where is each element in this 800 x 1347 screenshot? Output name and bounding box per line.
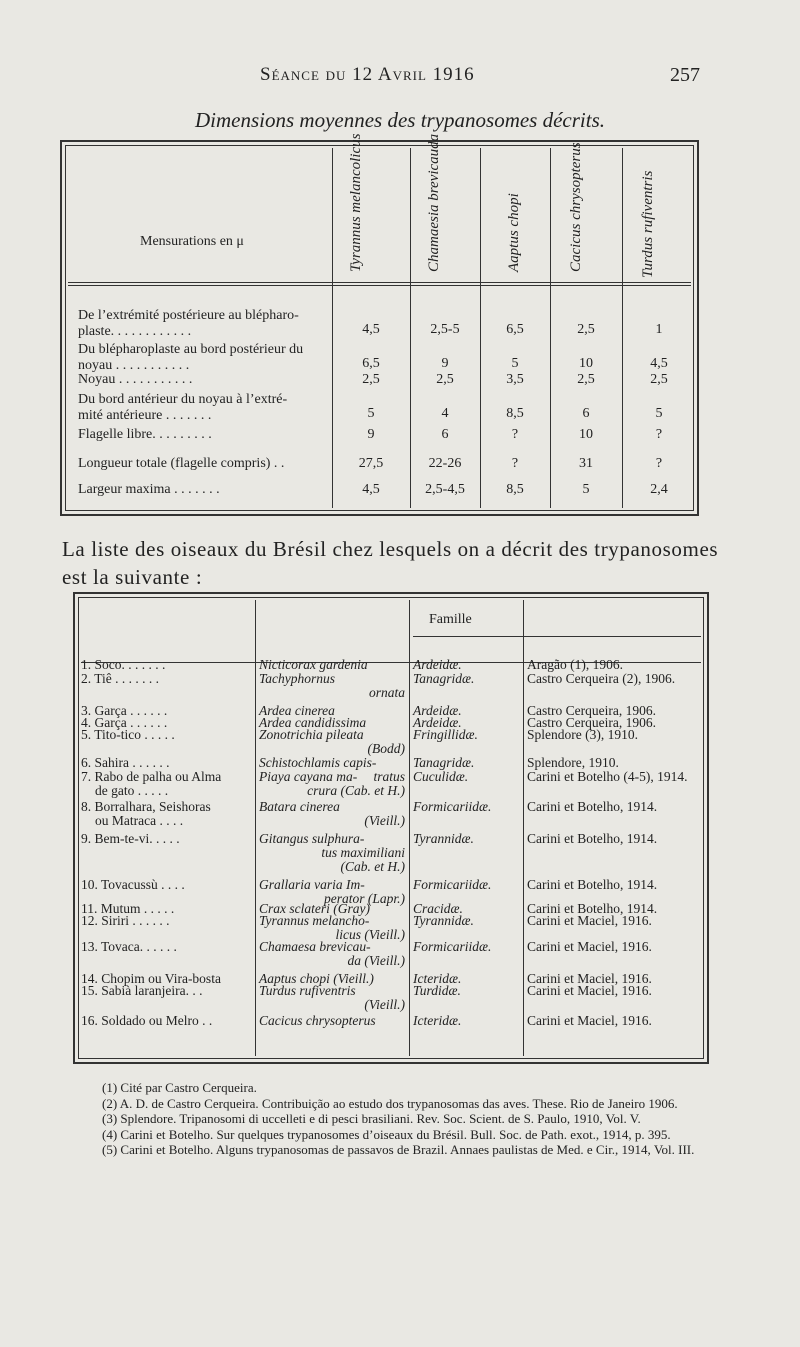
footnote: (3) Splendore. Tripanosomi di uccelleti e di pesci brasiliani. Rev. Soc. Scient. de S. Paulo, 1910, Vol. V. — [102, 1111, 641, 1126]
value-cell: 2,5-4,5 — [425, 482, 465, 497]
bird-name — [81, 658, 165, 672]
reference-cell — [527, 832, 657, 846]
value-cell: 5 — [511, 356, 519, 371]
bird-name — [81, 800, 211, 828]
row-label-line: Flagelle libre. . . . . . . . . — [78, 427, 212, 442]
bird-name — [81, 832, 180, 846]
species-name — [259, 940, 405, 968]
column-divider — [409, 600, 410, 1056]
row-label-line: Noyau . . . . . . . . . . . — [78, 372, 193, 387]
species-name-line: Ardea cinerea — [259, 703, 335, 718]
bird-name — [81, 728, 175, 742]
family-header: Famille — [429, 612, 472, 627]
column-header: Aaptus chopi — [506, 193, 522, 272]
bird-name-line: ou Matraca . . . . — [95, 813, 184, 828]
value-cell: 6,5 — [362, 356, 380, 371]
reference-cell — [527, 800, 657, 814]
reference-cell — [527, 984, 652, 998]
row-label — [78, 427, 212, 443]
column-header: Cacicus chrysopterus — [568, 142, 584, 272]
bird-name — [81, 672, 159, 686]
table1-title: Dimensions moyennes des trypanosomes décrits. — [194, 108, 606, 132]
species-name-line: Cacicus chrysopterus — [259, 1013, 376, 1028]
value-cell: 3,5 — [506, 372, 524, 387]
bird-name — [81, 770, 221, 798]
footnote: (4) Carini et Botelho. Sur quelques trypanosomes d’oiseaux du Brésil. Bull. Soc. de Path. exot., 1914, p. 395. — [102, 1126, 671, 1142]
bird-name-line: 7. Rabo de palha ou Alma — [81, 769, 222, 784]
family-cell: Ardeidæ. — [413, 657, 462, 672]
footnotes — [88, 1080, 698, 1158]
species-name-line: Gitangus sulphura- — [259, 831, 365, 846]
reference-cell — [527, 658, 623, 672]
value-cell: ? — [655, 456, 663, 471]
bird-name — [81, 984, 202, 998]
family-cell: Turdidæ. — [413, 983, 461, 998]
bird-name-line: 2. Tiê . . . . . . . — [81, 671, 160, 686]
species-name-line: da (Vieill.) — [347, 953, 405, 968]
species-name — [259, 832, 405, 874]
column-header: Chamaesia brevicauda — [426, 133, 442, 272]
running-header — [0, 64, 800, 92]
species-name — [259, 658, 405, 672]
value-cell: 8,5 — [506, 406, 524, 421]
reference-cell — [527, 1014, 652, 1028]
value-cell: 2,5 — [650, 372, 668, 387]
value-cell: 5 — [582, 482, 590, 497]
species-name-line: (Cab. et H.) — [340, 859, 405, 874]
family-cell: Formicariidæ. — [413, 877, 492, 892]
family-cell: Tanagridæ. — [413, 671, 475, 686]
reference-cell-line: Carini et Botelho, 1914. — [527, 799, 658, 814]
family-rule — [413, 636, 701, 637]
species-name-line: perator (Lapr.) — [323, 891, 405, 906]
value-cell: 4,5 — [650, 356, 668, 371]
row-label — [78, 392, 287, 424]
species-name-line: (Vieill.) — [364, 813, 405, 828]
reference-cell-line: Carini et Maciel, 1916. — [527, 983, 652, 998]
species-name-line: Schistochlamis capis- — [259, 755, 377, 770]
species-name — [259, 984, 405, 1012]
species-name-line: Crax sclateri (Gray) — [259, 901, 370, 916]
value-cell: 2,5 — [436, 372, 454, 387]
row-label-line: Du blépharoplaste au bord postérieur du — [78, 342, 304, 357]
value-cell: 31 — [579, 456, 593, 471]
bird-name-line: 10. Tovacussù . . . . — [81, 877, 185, 892]
row-label-line: noyau . . . . . . . . . . . — [78, 358, 190, 373]
species-name-line: (Bodd) — [367, 741, 405, 756]
family-cell: Fringillidæ. — [413, 727, 478, 742]
value-cell: 2,5-5 — [430, 322, 460, 337]
value-cell: 4,5 — [362, 322, 380, 337]
reference-cell-line: Carini et Botelho, 1914. — [527, 877, 658, 892]
bird-name-line: 16. Soldado ou Melro . . — [81, 1013, 213, 1028]
value-cell: ? — [655, 427, 663, 442]
value-cell: 22-26 — [428, 456, 462, 471]
bird-name-line: 6. Sahira . . . . . . — [81, 755, 170, 770]
reference-cell — [527, 940, 652, 954]
species-name-line: licus (Vieill.) — [335, 927, 405, 942]
species-name-line: tratus — [373, 769, 405, 784]
species-name-line: Aaptus chopi (Vieill.) — [259, 971, 374, 986]
species-name — [259, 1014, 405, 1028]
value-cell: 6 — [582, 406, 590, 421]
family-cell: Icteridæ. — [413, 1013, 462, 1028]
bird-name-line: 1. Soco. . . . . . . — [81, 657, 166, 672]
row-label-line: De l’extrémité postérieure au blépharo- — [78, 308, 299, 323]
family-cell: Formicariidæ. — [413, 799, 492, 814]
value-cell: 2,5 — [362, 372, 380, 387]
value-cell: 8,5 — [506, 482, 524, 497]
species-name — [259, 800, 405, 828]
value-cell: 4,5 — [362, 482, 380, 497]
reference-cell-line: Splendore (3), 1910. — [527, 727, 638, 742]
reference-cell — [527, 914, 652, 928]
reference-cell — [527, 878, 657, 892]
value-cell: 5 — [655, 406, 663, 421]
reference-cell-line: Carini et Maciel, 1916. — [527, 939, 652, 954]
species-name-line: Chamaesa brevicau- — [259, 939, 371, 954]
row-label — [78, 482, 220, 498]
species-name-line: Grallaria varia Im- — [259, 877, 365, 892]
family-cell: Formicariidæ. — [413, 939, 492, 954]
row-label-line: Largeur maxima . . . . . . . — [78, 482, 220, 497]
species-name-line: Batara cinerea — [259, 799, 340, 814]
species-name — [259, 672, 405, 700]
bird-name — [81, 1014, 212, 1028]
value-cell: 1 — [655, 322, 663, 337]
bird-name-line: 15. Sabià laranjeira. . . — [81, 983, 203, 998]
value-cell: ? — [511, 456, 519, 471]
reference-cell-line: Carini et Maciel, 1916. — [527, 1013, 652, 1028]
value-cell: ? — [511, 427, 519, 442]
family-cell: Cuculidæ. — [413, 769, 469, 784]
row-label — [78, 308, 299, 340]
header-rule — [68, 285, 691, 286]
row-label — [78, 342, 303, 374]
column-header: Tyrannus melancolicus — [348, 133, 364, 272]
value-cell: 2,5 — [577, 322, 595, 337]
mensurations-label: Mensurations en μ — [140, 234, 244, 249]
bird-name-line: 14. Chopim ou Vira-bosta — [81, 971, 221, 986]
bird-name — [81, 940, 177, 954]
header-rule — [68, 282, 691, 283]
species-name — [259, 728, 405, 756]
species-name-line: Piaya cayana ma- — [259, 769, 358, 784]
bird-name-line: 9. Bem-te-vi. . . . . — [81, 831, 180, 846]
value-cell: 6 — [441, 427, 449, 442]
bird-name-line: 12. Siriri . . . . . . — [81, 913, 170, 928]
reference-cell-line: Carini et Maciel, 1916. — [527, 913, 652, 928]
reference-cell-line: Aragão (1), 1906. — [527, 657, 623, 672]
reference-cell-line: Castro Cerqueira, 1906. — [527, 715, 656, 730]
bird-name — [81, 756, 170, 770]
species-name-line: tus maximiliani — [321, 845, 405, 860]
footnote: (5) Carini et Botelho. Alguns trypanosomas de passavos de Brazil. Annaes paulistas de Med. e Cir., 1914, Vol. III. — [102, 1142, 695, 1157]
row-label-line: plaste. . . . . . . . . . . . — [78, 324, 192, 339]
reference-cell — [527, 672, 675, 686]
dimensions-table — [60, 133, 699, 516]
bird-name-line: 13. Tovaca. . . . . . — [81, 939, 177, 954]
reference-cell-line: Carini et Botelho (4-5), 1914. — [527, 769, 688, 784]
bird-name-line: 11. Mutum . . . . . — [81, 901, 175, 916]
reference-cell-line: Castro Cerqueira, 1906. — [527, 703, 656, 718]
bird-name — [81, 914, 170, 928]
bird-name-line: 5. Tito-tico . . . . . — [81, 727, 175, 742]
species-name — [259, 914, 405, 942]
bird-list-table — [73, 592, 709, 1064]
family-cell: Tanagridæ. — [413, 755, 475, 770]
family-cell: Ardeidæ. — [413, 715, 462, 730]
species-name-line: (Vieill.) — [364, 997, 405, 1012]
column-divider — [255, 600, 256, 1056]
row-label-line: Du bord antérieur du noyau à l’extré- — [78, 392, 288, 407]
family-cell: Ardeidæ. — [413, 703, 462, 718]
reference-cell-line: Carini et Botelho, 1914. — [527, 831, 658, 846]
species-name-line: crura (Cab. et H.) — [307, 783, 405, 798]
family-cell: Tyrannidæ. — [413, 913, 474, 928]
species-name-line: Tachyphornus — [259, 671, 336, 686]
value-cell: 27,5 — [358, 456, 384, 471]
row-label-line: mité antérieure . . . . . . . — [78, 408, 212, 423]
bird-name-line: de gato . . . . . — [95, 783, 169, 798]
reference-cell — [527, 770, 687, 784]
value-cell: 4 — [441, 406, 449, 421]
bird-name — [81, 878, 185, 892]
species-name-line: ornata — [368, 685, 405, 700]
family-cell: Cracidæ. — [413, 901, 463, 916]
column-header: Turdus rufiventris — [640, 170, 656, 278]
species-name-line: Nicticorax gardenia — [259, 657, 368, 672]
species-name-line: Turdus rufiventris — [259, 983, 356, 998]
family-cell: Tyrannidæ. — [413, 831, 474, 846]
value-cell: 10 — [579, 427, 593, 442]
value-cell: 6,5 — [506, 322, 524, 337]
species-name — [259, 770, 405, 798]
running-title: Séance du 12 Avril 1916 — [260, 64, 475, 85]
value-cell: 10 — [579, 356, 593, 371]
reference-cell-line: Carini et Botelho, 1914. — [527, 901, 658, 916]
family-cell: Icteridæ. — [413, 971, 462, 986]
value-cell: 9 — [441, 356, 449, 371]
reference-cell-line: Carini et Maciel, 1916. — [527, 971, 652, 986]
species-name-line: Ardea candidissima — [259, 715, 367, 730]
species-name-line: Zonotrichia pileata — [259, 727, 364, 742]
row-label-line: Longueur totale (flagelle compris) . . — [78, 456, 285, 471]
value-cell: 9 — [367, 427, 375, 442]
reference-cell — [527, 756, 619, 770]
bird-name-line: 4. Garça . . . . . . — [81, 715, 168, 730]
reference-cell-line: Castro Cerqueira (2), 1906. — [527, 671, 676, 686]
page-number: 257 — [670, 64, 700, 86]
column-divider — [523, 600, 524, 1056]
species-name-line: Tyrannus melancho- — [259, 913, 370, 928]
footnote: (2) A. D. de Castro Cerqueira. Contribuição ao estudo dos trypanosomas das aves. These. Rio de Janeiro 1906. — [102, 1095, 678, 1111]
value-cell: 2,5 — [577, 372, 595, 387]
value-cell: 2,4 — [650, 482, 668, 497]
bird-name-line: 8. Borralhara, Seishoras — [81, 799, 211, 814]
row-label — [78, 372, 192, 388]
reference-cell — [527, 728, 638, 742]
footnote: (1) Cité par Castro Cerqueira. — [102, 1080, 257, 1095]
reference-cell-line: Splendore, 1910. — [527, 755, 619, 770]
row-label — [78, 456, 284, 472]
intro-paragraph: La liste des oiseaux du Brésil chez lesquels on a décrit des trypanosomes est la suivante : — [62, 537, 719, 589]
value-cell: 5 — [367, 406, 375, 421]
bird-name-line: 3. Garça . . . . . . — [81, 703, 168, 718]
